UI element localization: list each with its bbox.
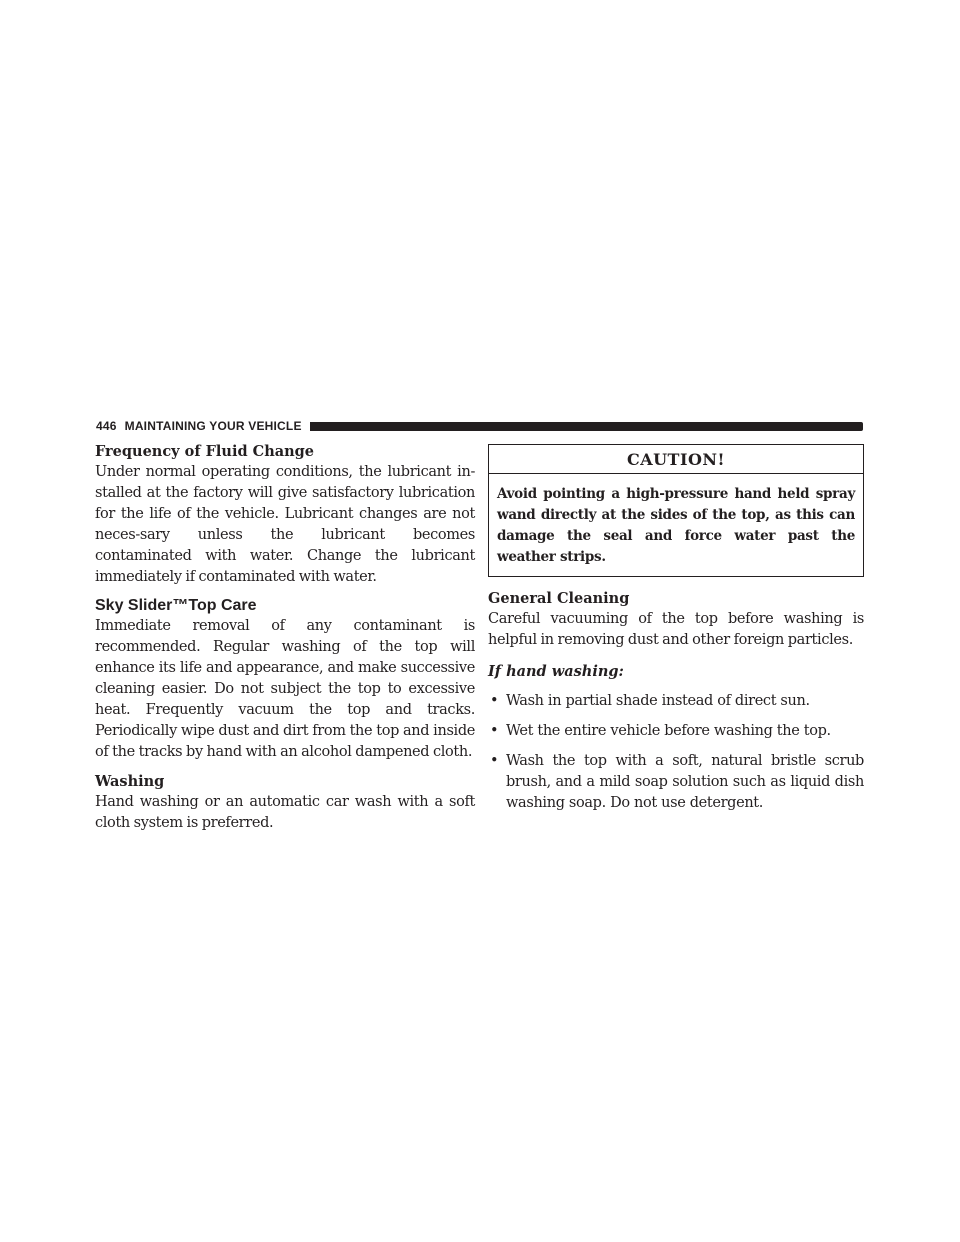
list-item (488, 721, 864, 742)
bullet-icon: • (490, 753, 499, 769)
washing-paragraph: Hand washing or an automatic car wash with a soft cloth system is preferred. (95, 794, 475, 831)
fluid-change-heading: Frequency of Fluid Change (95, 443, 315, 460)
list-item-text: Wash in partial shade instead of direct sun. (506, 693, 810, 709)
list-item (488, 751, 864, 814)
caution-title: CAUTION! (489, 445, 863, 474)
bullet-icon: • (490, 723, 499, 739)
list-item (488, 691, 864, 712)
right-column (488, 442, 864, 814)
top-care-paragraph: Immediate removal of any contaminant is recommended. Regular washing of the top will enhance its life and appearance, and make successive cleaning easier. Do not subject the top to excessive heat. Frequently vacuum the top and tracks. Periodically wipe dust and dirt from the top and inside of the tracks by hand with an alcohol dampened cloth. (95, 618, 475, 760)
section-title: MAINTAINING YOUR VEHICLE (124, 419, 302, 433)
fluid-change-paragraph: Under normal operating conditions, the lubricant in-stalled at the factory will give satisfactory lubrication for the life of the vehicle. Lubricant changes are not neces-sary unless the lubricant becomes contaminated with water. Change the lubricant immediately if contaminated with water. (95, 464, 475, 585)
header-rule (310, 422, 863, 431)
top-care-heading: Sky Slider™Top Care (95, 597, 257, 614)
caution-box (488, 444, 864, 577)
bullet-icon: • (490, 693, 499, 709)
page-header (96, 418, 863, 434)
general-cleaning-heading: General Cleaning (488, 590, 630, 607)
page-number: 446 (96, 419, 117, 433)
caution-text: Avoid pointing a high-pressure hand held spray wand directly at the sides of the top, as this can damage the seal and force water past the weather strips. (497, 486, 855, 565)
list-item-text: Wash the top with a soft, natural bristle scrub brush, and a mild soap solution such as liquid dish washing soap. Do not use detergent. (506, 753, 864, 811)
left-column (95, 442, 475, 834)
hand-washing-list (488, 691, 864, 814)
general-cleaning-paragraph: Careful vacuuming of the top before washing is helpful in removing dust and other foreign particles. (488, 611, 864, 648)
list-item-text: Wet the entire vehicle before washing the top. (506, 723, 831, 739)
hand-washing-label: If hand washing: (488, 663, 624, 680)
washing-heading: Washing (95, 773, 165, 790)
